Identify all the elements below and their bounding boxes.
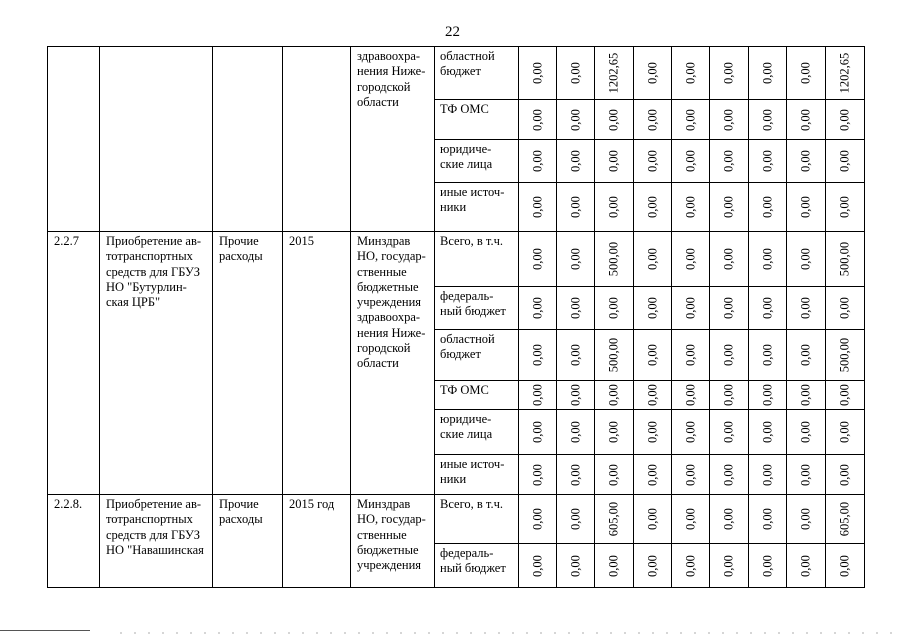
value-cell [787, 100, 826, 140]
value-cell [749, 381, 787, 410]
value-cell [557, 495, 595, 544]
empty-cell [283, 47, 351, 232]
value-cell [557, 544, 595, 588]
value-cell [787, 232, 826, 287]
value-text: 0,00 [798, 150, 813, 172]
value-cell [826, 381, 865, 410]
value-cell [787, 287, 826, 330]
value-text: 0,00 [837, 554, 852, 577]
value-text: 0,00 [760, 344, 774, 366]
value-cell [595, 410, 634, 455]
value-text: 0,00 [798, 508, 813, 530]
value-cell [595, 47, 634, 100]
value-cell [826, 330, 865, 381]
value-cell [595, 381, 634, 410]
value-cell [672, 410, 710, 455]
value-text: 0,00 [721, 463, 736, 486]
value-text: 0,00 [837, 297, 852, 319]
value-cell [710, 381, 749, 410]
value-cell [787, 455, 826, 495]
value-text: 0,00 [568, 421, 582, 443]
value-cell [672, 330, 710, 381]
value-cell [710, 47, 749, 100]
value-cell [826, 47, 865, 100]
value-text: 0,00 [645, 508, 659, 530]
value-text: 0,00 [645, 297, 659, 319]
value-cell [557, 410, 595, 455]
funding-source: областной бюджет [435, 47, 519, 100]
value-text: 0,00 [530, 554, 544, 577]
value-text: 0,00 [645, 150, 659, 172]
value-text: 0,00 [606, 384, 621, 406]
value-cell [519, 47, 557, 100]
funding-source: иные источ-ники [435, 455, 519, 495]
item-year: 2015 [283, 232, 351, 495]
value-cell [519, 287, 557, 330]
value-text: 0,00 [606, 150, 621, 172]
value-cell [749, 330, 787, 381]
value-text: 0,00 [568, 150, 582, 172]
value-cell [672, 455, 710, 495]
value-cell [826, 544, 865, 588]
value-text: 0,00 [760, 463, 774, 486]
budget-table [47, 46, 865, 588]
value-text: 0,00 [683, 384, 697, 406]
value-text: 0,00 [606, 297, 621, 319]
value-text: 0,00 [760, 508, 774, 530]
value-cell [672, 287, 710, 330]
value-text: 0,00 [760, 421, 774, 443]
value-text: 0,00 [837, 463, 852, 486]
item-year: 2015 год [283, 495, 351, 588]
value-text: 0,00 [798, 248, 813, 270]
funding-source: Всего, в т.ч. [435, 495, 519, 544]
value-cell [519, 140, 557, 183]
value-cell [634, 140, 672, 183]
value-cell [519, 544, 557, 588]
funding-source: Всего, в т.ч. [435, 232, 519, 287]
value-text: 0,00 [568, 554, 582, 577]
value-text: 0,00 [798, 384, 813, 406]
value-text: 0,00 [606, 463, 621, 486]
page-number: 22 [445, 24, 460, 40]
value-text: 0,00 [568, 344, 582, 366]
value-cell [672, 47, 710, 100]
value-text: 0,00 [530, 150, 544, 172]
value-text: 0,00 [683, 463, 697, 486]
value-text: 0,00 [683, 421, 697, 443]
value-text: 0,00 [683, 62, 697, 84]
value-text: 0,00 [683, 508, 697, 530]
value-text: 0,00 [721, 344, 736, 366]
empty-cell [48, 47, 100, 232]
value-cell [595, 183, 634, 232]
value-text: 0,00 [721, 196, 736, 218]
value-text: 0,00 [645, 384, 659, 406]
value-text: 0,00 [798, 344, 813, 366]
value-text: 0,00 [530, 297, 544, 319]
value-text: 0,00 [837, 384, 852, 406]
scan-artifact-line [0, 630, 90, 631]
value-text: 0,00 [798, 463, 813, 486]
value-text: 0,00 [530, 508, 544, 530]
value-cell [557, 330, 595, 381]
value-text: 0,00 [721, 62, 736, 84]
value-text: 0,00 [645, 196, 659, 218]
value-text: 0,00 [645, 554, 659, 577]
table-row [48, 47, 865, 100]
value-cell [595, 100, 634, 140]
value-text: 0,00 [760, 62, 774, 84]
funding-source: юридиче-ские лица [435, 410, 519, 455]
value-text: 0,00 [760, 150, 774, 172]
value-cell [557, 287, 595, 330]
value-text: 0,00 [568, 196, 582, 218]
value-cell [557, 183, 595, 232]
value-cell [519, 100, 557, 140]
value-cell [634, 100, 672, 140]
value-cell [826, 410, 865, 455]
value-text: 0,00 [760, 554, 774, 577]
value-cell [519, 410, 557, 455]
value-cell [634, 544, 672, 588]
funding-source: областной бюджет [435, 330, 519, 381]
value-cell [710, 287, 749, 330]
value-cell [710, 410, 749, 455]
value-cell [557, 100, 595, 140]
table-row [48, 495, 865, 544]
value-cell [672, 232, 710, 287]
value-text: 0,00 [798, 196, 813, 218]
expense-type: Прочие расходы [213, 495, 283, 588]
value-cell [710, 544, 749, 588]
value-text: 0,00 [606, 421, 621, 443]
value-text: 0,00 [645, 62, 659, 84]
value-cell [634, 455, 672, 495]
funding-source: ТФ ОМС [435, 381, 519, 410]
value-text: 0,00 [645, 248, 659, 270]
value-text: 500,00 [837, 337, 852, 373]
expense-type: Прочие расходы [213, 232, 283, 495]
value-cell [826, 495, 865, 544]
value-cell [634, 410, 672, 455]
item-number: 2.2.7 [48, 232, 100, 495]
value-cell [519, 495, 557, 544]
value-text: 0,00 [568, 62, 582, 84]
funding-source: юридиче-ские лица [435, 140, 519, 183]
value-text: 0,00 [760, 196, 774, 218]
value-cell [749, 287, 787, 330]
value-text: 0,00 [683, 196, 697, 218]
value-cell [826, 287, 865, 330]
funding-source: иные источ-ники [435, 183, 519, 232]
value-text: 0,00 [606, 196, 621, 218]
value-cell [595, 287, 634, 330]
value-text: 0,00 [530, 248, 544, 270]
value-cell [749, 232, 787, 287]
value-cell [519, 183, 557, 232]
value-text: 0,00 [530, 196, 544, 218]
value-cell [634, 183, 672, 232]
value-cell [787, 330, 826, 381]
value-text: 0,00 [568, 248, 582, 270]
funding-source: ТФ ОМС [435, 100, 519, 140]
value-text: 0,00 [645, 344, 659, 366]
value-cell [749, 495, 787, 544]
value-cell [519, 330, 557, 381]
value-cell [749, 455, 787, 495]
value-cell [557, 47, 595, 100]
responsible-executor: Минздрав НО, государ-ственные бюджетные учреждения здравоохра-нения Ниже-городской области [351, 232, 435, 495]
value-cell [595, 232, 634, 287]
value-text: 0,00 [568, 108, 582, 131]
value-text: 500,00 [837, 241, 852, 277]
value-cell [749, 544, 787, 588]
value-cell [710, 100, 749, 140]
value-cell [634, 330, 672, 381]
value-cell [710, 140, 749, 183]
value-text: 0,00 [760, 248, 774, 270]
funding-source: федераль-ный бюджет [435, 287, 519, 330]
value-cell [672, 544, 710, 588]
value-cell [557, 381, 595, 410]
value-cell [634, 47, 672, 100]
value-text: 0,00 [721, 508, 736, 530]
value-cell [787, 381, 826, 410]
value-text: 0,00 [645, 421, 659, 443]
value-text: 0,00 [798, 554, 813, 577]
value-cell [634, 381, 672, 410]
value-text: 0,00 [760, 108, 774, 131]
value-cell [826, 455, 865, 495]
value-cell [519, 232, 557, 287]
value-text: 0,00 [530, 384, 544, 406]
value-cell [672, 140, 710, 183]
value-text: 500,00 [606, 241, 621, 277]
scan-artifact-dots [120, 632, 900, 634]
value-cell [519, 381, 557, 410]
value-text: 605,00 [837, 501, 852, 537]
value-text: 0,00 [760, 297, 774, 319]
value-cell [672, 183, 710, 232]
value-cell [787, 140, 826, 183]
value-text: 0,00 [568, 463, 582, 486]
value-text: 0,00 [645, 463, 659, 486]
item-name: Приобретение ав-тотранспортных средств для ГБУЗ НО "Навашинская [100, 495, 213, 588]
value-text: 0,00 [683, 554, 697, 577]
value-text: 0,00 [530, 344, 544, 366]
table-row [48, 232, 865, 287]
value-text: 0,00 [530, 62, 544, 84]
item-name: Приобретение ав-тотранспортных средств для ГБУЗ НО "Бутурлин-ская ЦРБ" [100, 232, 213, 495]
value-cell [787, 47, 826, 100]
value-text: 0,00 [721, 297, 736, 319]
value-text: 0,00 [683, 297, 697, 319]
value-text: 0,00 [837, 421, 852, 443]
value-cell [787, 495, 826, 544]
value-cell [634, 495, 672, 544]
value-text: 0,00 [568, 297, 582, 319]
value-text: 0,00 [760, 384, 774, 406]
value-text: 0,00 [798, 108, 813, 131]
value-text: 0,00 [837, 150, 852, 172]
value-text: 0,00 [530, 463, 544, 486]
value-text: 605,00 [606, 501, 621, 537]
value-cell [787, 410, 826, 455]
value-text: 0,00 [837, 108, 852, 131]
value-cell [634, 232, 672, 287]
value-text: 500,00 [606, 337, 621, 373]
value-cell [557, 140, 595, 183]
empty-cell [100, 47, 213, 232]
value-cell [672, 100, 710, 140]
value-cell [595, 544, 634, 588]
value-cell [595, 330, 634, 381]
value-cell [557, 232, 595, 287]
value-text: 0,00 [721, 108, 736, 131]
item-number: 2.2.8. [48, 495, 100, 588]
value-text: 0,00 [568, 384, 582, 406]
value-cell [710, 495, 749, 544]
value-text: 1202,65 [606, 52, 621, 94]
value-text: 0,00 [721, 248, 736, 270]
value-cell [826, 140, 865, 183]
responsible-executor: Минздрав НО, государ-ственные бюджетные учреждения [351, 495, 435, 588]
value-cell [595, 140, 634, 183]
value-text: 0,00 [721, 554, 736, 577]
value-cell [826, 232, 865, 287]
value-cell [787, 183, 826, 232]
value-text: 0,00 [798, 421, 813, 443]
value-cell [749, 410, 787, 455]
value-text: 0,00 [721, 421, 736, 443]
value-cell [787, 544, 826, 588]
value-text: 0,00 [606, 554, 621, 577]
value-text: 1202,65 [837, 52, 852, 94]
value-cell [634, 287, 672, 330]
value-cell [749, 100, 787, 140]
responsible-executor: здравоохра-нения Ниже-городской области [351, 47, 435, 232]
empty-cell [213, 47, 283, 232]
value-cell [672, 495, 710, 544]
value-cell [826, 100, 865, 140]
value-text: 0,00 [721, 150, 736, 172]
value-text: 0,00 [568, 508, 582, 530]
value-cell [710, 183, 749, 232]
value-cell [710, 232, 749, 287]
value-cell [749, 140, 787, 183]
value-text: 0,00 [530, 108, 544, 131]
value-text: 0,00 [606, 108, 621, 131]
value-cell [595, 455, 634, 495]
value-cell [826, 183, 865, 232]
funding-source: федераль-ный бюджет [435, 544, 519, 588]
value-text: 0,00 [683, 344, 697, 366]
value-text: 0,00 [530, 421, 544, 443]
value-cell [749, 47, 787, 100]
value-cell [672, 381, 710, 410]
value-cell [557, 455, 595, 495]
value-cell [749, 183, 787, 232]
value-text: 0,00 [645, 108, 659, 131]
value-text: 0,00 [837, 196, 852, 218]
value-cell [710, 330, 749, 381]
value-text: 0,00 [798, 62, 813, 84]
value-cell [519, 455, 557, 495]
value-cell [595, 495, 634, 544]
value-text: 0,00 [721, 384, 736, 406]
value-text: 0,00 [683, 150, 697, 172]
value-cell [710, 455, 749, 495]
value-text: 0,00 [683, 108, 697, 131]
value-text: 0,00 [683, 248, 697, 270]
value-text: 0,00 [798, 297, 813, 319]
